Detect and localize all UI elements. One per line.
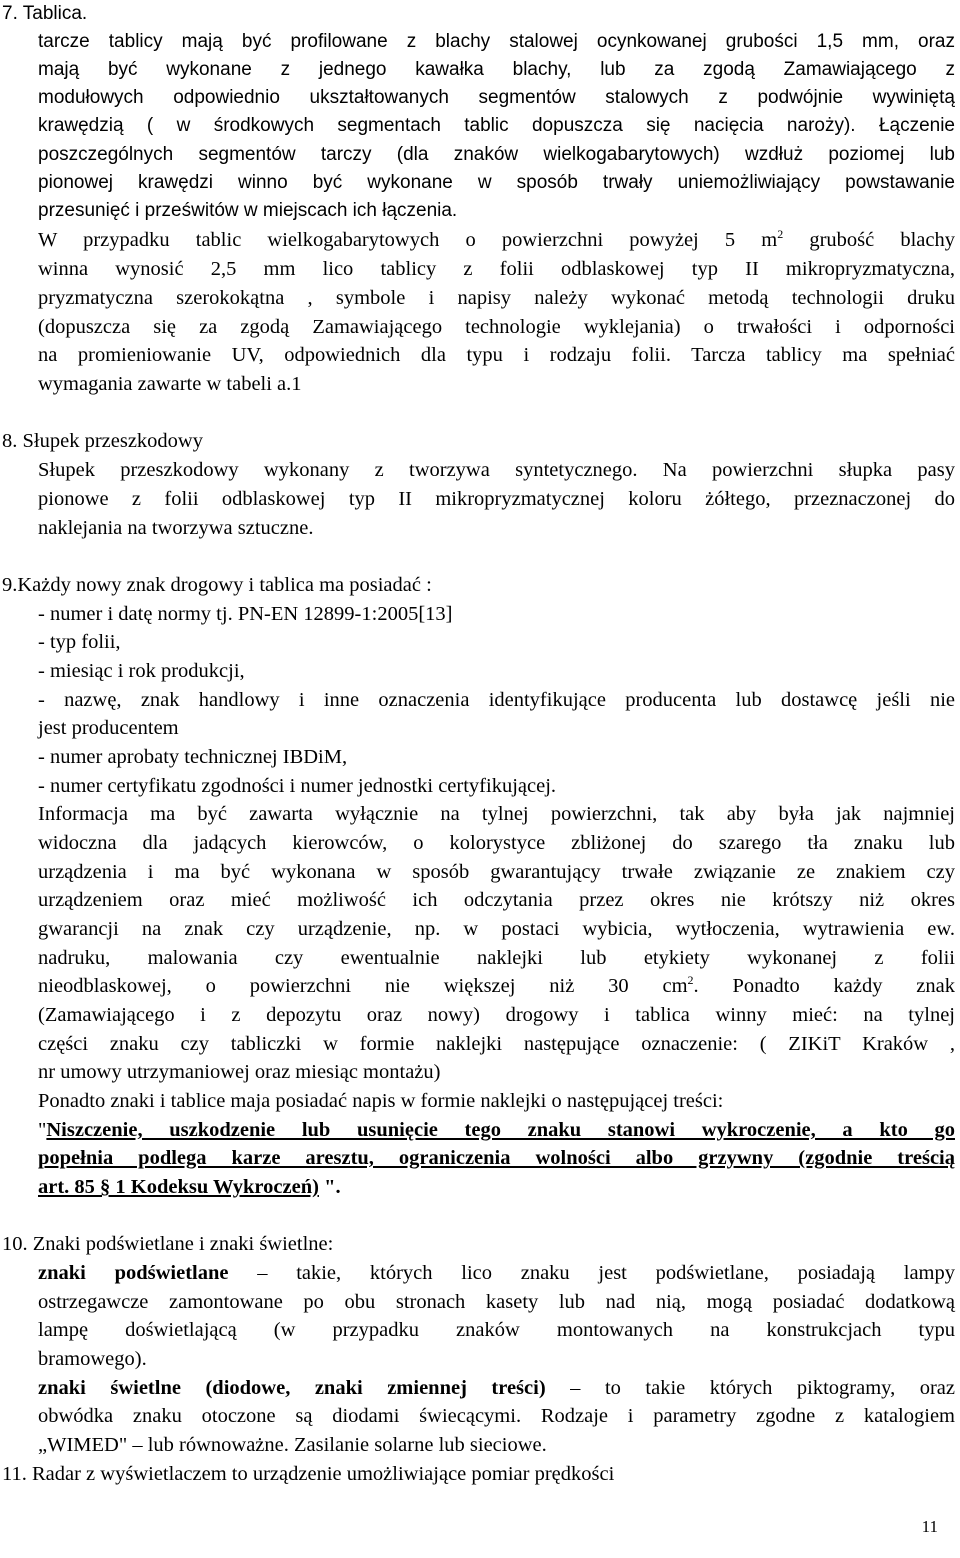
superscript: 2: [687, 973, 694, 988]
info-line: części znaku czy tabliczki w formie naklejki następujące oznaczenie: ( ZIKiT Kraków ,: [38, 1033, 955, 1055]
info-line: gwarancji na znak czy urządzenie, np. w postaci wybicia, wytłoczenia, wytrawienia ew.: [38, 918, 955, 940]
section-7-para2-line: pryzmatyczna szerokokątna , symbole i napisy należy wykonać metodą technologii druku: [38, 287, 955, 309]
section-8-line: naklejania na tworzywa sztuczne.: [38, 517, 314, 539]
info-line: nadruku, malowania czy ewentualnie naklejki lub etykiety wykonanej z folii: [38, 947, 955, 969]
section-7-line: krawędzią ( w środkowych segmentach tablic dopuszcza się nacięcia naroży). Łączenie: [38, 115, 955, 136]
info-line: urządzeniem oraz mieć możliwość ich odczytania przez okres nie krótszy niż okres: [38, 889, 955, 911]
section-10-line: lampę doświetlającą (w przypadku znaków montowanych na konstrukcjach typu: [38, 1319, 955, 1341]
section-7-line: poszczególnych segmentów tarczy (dla znaków wielkogabarytowych) wzdłuż poziomej lub: [38, 144, 955, 165]
section-10-line: obwódka znaku otoczone są diodami świecącymi. Rodzaje i parametry zgodne z katalogiem: [38, 1405, 955, 1427]
list-item: - numer aprobaty technicznej IBDiM,: [38, 746, 348, 768]
info-line: Informacja ma być zawarta wyłącznie na tylnej powierzchni, tak aby była jak najmniej: [38, 803, 955, 825]
section-9-heading: 9.Każdy nowy znak drogowy i tablica ma posiadać :: [2, 574, 432, 596]
section-8-heading: 8. Słupek przeszkodowy: [2, 430, 203, 452]
superscript: 2: [777, 227, 784, 242]
section-7-para2-line: (dopuszcza się za zgodą Zamawiającego technologie wyklejania) o trwałości i odporności: [38, 316, 955, 338]
section-10-line: „WIMED" – lub równoważne. Zasilanie solarne lub sieciowe.: [38, 1434, 547, 1456]
section-8-line: pionowe z folii odblaskowej typ II mikropryzmatycznej koloru żółtego, przeznaczonej do: [38, 488, 955, 510]
section-7-heading: 7. Tablica.: [2, 3, 88, 24]
section-10-line: bramowego).: [38, 1348, 147, 1370]
section-7-line: przesunięć i prześwitów w miejscach ich łączenia.: [38, 200, 458, 221]
list-item: - numer i datę normy tj. PN-EN 12899-1:2005[13]: [38, 603, 453, 625]
info-line: Ponadto znaki i tablice maja posiadać napis w formie naklejki o następującej treści:: [38, 1090, 724, 1112]
section-10-line: ostrzegawcze zamontowane po obu stronach kasety lub nad nią, mogą posiadać dodatkową: [38, 1291, 955, 1313]
section-7-line: tarcze tablicy mają być profilowane z blachy stalowej ocynkowanej grubości 1,5 mm, oraz: [38, 31, 955, 52]
list-item: - numer certyfikatu zgodności i numer jednostki certyfikującej.: [38, 775, 557, 797]
section-10-heading: 10. Znaki podświetlane i znaki świetlne:: [2, 1233, 334, 1255]
section-10-line: znaki świetlne (diodowe, znaki zmiennej treści) – to takie których piktogramy, oraz: [38, 1377, 955, 1399]
section-7-line: mają być wykonane z jednego kawałka blachy, lub za zgodą Zamawiającego z: [38, 59, 955, 80]
info-line: (Zamawiającego i z depozytu oraz nowy) drogowy i tablica winny mieć: na tylnej: [38, 1004, 955, 1026]
section-7-para2-line: W przypadku tablic wielkogabarytowych o powierzchni powyżej 5 $m^2$ grubość blachy: [38, 227, 956, 251]
list-item: jest producentem: [38, 717, 179, 739]
info-line: urządzenia i ma być wykonana w sposób gwarantujący trwałe związanie ze znakiem czy: [38, 861, 955, 883]
notice-line: "Niszczenie, uszkodzenie lub usunięcie tego znaku stanowi wykroczenie, a kto go: [38, 1119, 955, 1141]
section-7-para2-line: na promieniowanie UV, odpowiednich dla typu i rodzaju folii. Tarcza tablicy ma spełniać: [38, 344, 955, 366]
info-line: nr umowy utrzymaniowej oraz miesiąc montażu): [38, 1061, 441, 1083]
section-7-line: modułowych odpowiednio ukształtowanych segmentów stalowych z podwójnie wywiniętą: [38, 87, 955, 108]
section-8-line: Słupek przeszkodowy wykonany z tworzywa syntetycznego. Na powierzchni słupka pasy: [38, 459, 955, 481]
section-7-para2-line: winna wynosić 2,5 mm lico tablicy z folii odblaskowej typ II mikropryzmatyczna,: [38, 258, 955, 280]
info-line: nieodblaskowej, o powierzchni nie większej niż 30 $cm^2$. Ponadto każdy znak: [38, 973, 956, 997]
info-line: widoczna dla jadących kierowców, o kolorystyce zbliżonej do szarego tła znaku lub: [38, 832, 955, 854]
notice-line: art. 85 § 1 Kodeksu Wykroczeń) ".: [38, 1176, 341, 1198]
section-11-heading: 11. Radar z wyświetlaczem to urządzenie umożliwiające pomiar prędkości: [2, 1463, 615, 1485]
page-number: 11: [921, 1517, 938, 1536]
list-item: - miesiąc i rok produkcji,: [38, 660, 245, 682]
section-10-line: znaki podświetlane – takie, których lico znaku jest podświetlane, posiadają lampy: [38, 1262, 956, 1284]
list-item: - nazwę, znak handlowy i inne oznaczenia identyfikujące producenta lub dostawcę jeśli nie: [38, 689, 955, 711]
section-7-para2-line: wymagania zawarte w tabeli a.1: [38, 373, 302, 395]
section-7-line: pionowej krawędzi winno być wykonane w sposób trwały uniemożliwiający powstawanie: [38, 172, 955, 193]
list-item: - typ folii,: [38, 631, 121, 653]
notice-line: popełnia podlega karze aresztu, ograniczenia wolności albo grzywny (zgodnie treścią: [38, 1147, 955, 1169]
